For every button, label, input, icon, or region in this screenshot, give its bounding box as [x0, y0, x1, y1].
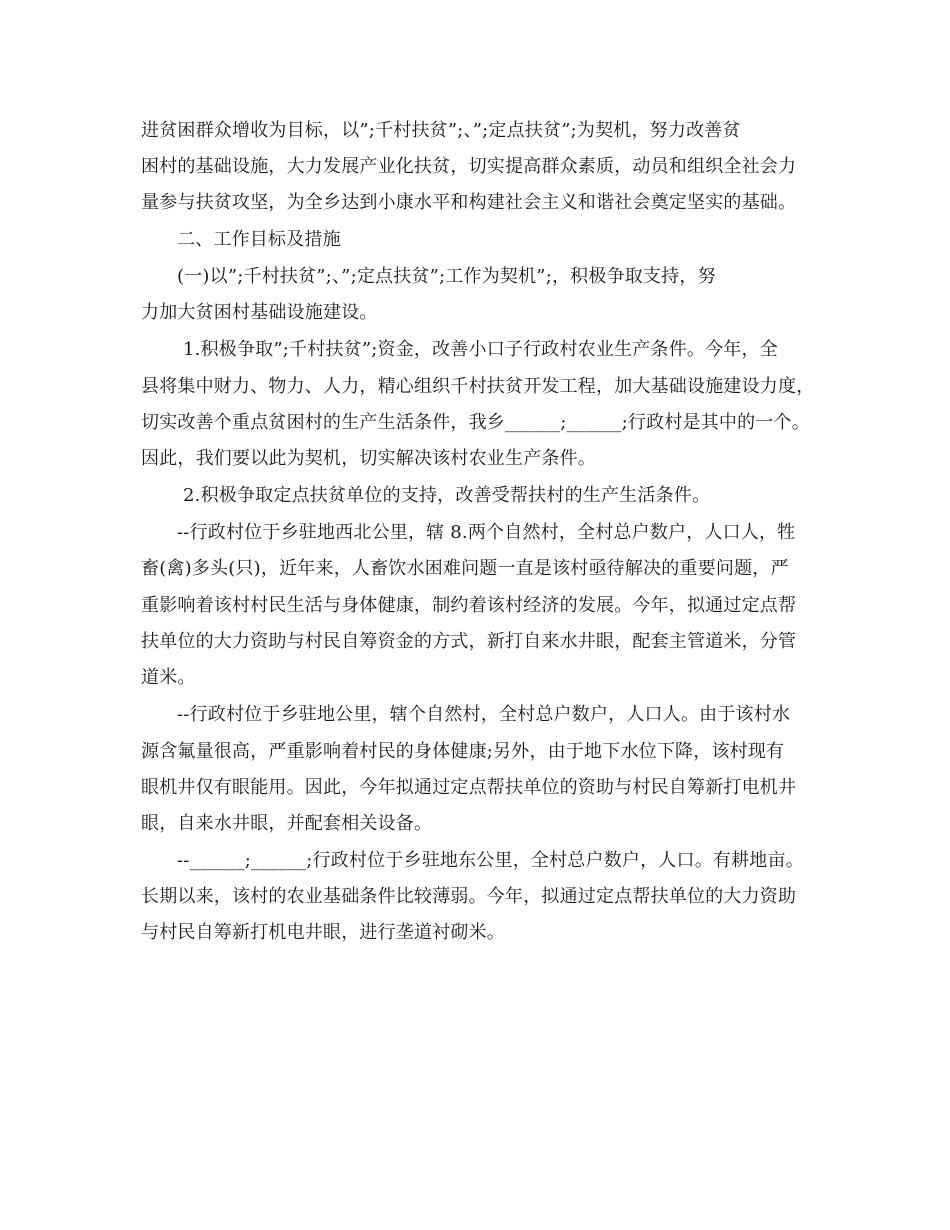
- text-line: --行政村位于乡驻地西北公里，辖 8.两个自然村，全村总户数户，人口人，牲: [177, 522, 796, 543]
- text-line: 县将集中财力、物力、人力，精心组织千村扶贫开发工程，加大基础设施建设力度，: [141, 376, 815, 397]
- text-line: 长期以来，该村的农业基础条件比较薄弱。今年，拟通过定点帮扶单位的大力资助: [141, 886, 797, 907]
- text-line: 重影响着该村村民生活与身体健康，制约着该村经济的发展。今年，拟通过定点帮: [141, 595, 797, 616]
- text-line: 因此，我们要以此为契机，切实解决该村农业生产条件。: [141, 448, 596, 469]
- text-line: --行政村位于乡驻地公里，辖个自然村，全村总户数户，人口人。由于该村水: [177, 704, 791, 725]
- text-line: 进贫困群众增收为目标，以”;千村扶贫”;、”;定点扶贫”;为契机，努力改善贫: [141, 120, 741, 141]
- text-line: 眼，自来水井眼，并配套相关设备。: [141, 813, 433, 834]
- text-line: 道米。: [141, 667, 196, 688]
- text-line: 量参与扶贫攻坚，为全乡达到小康水平和构建社会主义和谐社会奠定坚实的基础。: [141, 192, 797, 213]
- section-heading: 二、工作目标及措施: [177, 229, 341, 250]
- text-line: 切实改善个重点贫困村的生产生活条件，我乡______;______;行政村是其中的一个。: [141, 412, 810, 433]
- text-line: 畜(禽)多头(只)，近年来，人畜饮水困难问题一直是该村亟待解决的重要问题，严: [141, 558, 789, 579]
- text-line: 2.积极争取定点扶贫单位的支持，改善受帮扶村的生产生活条件。: [183, 485, 711, 506]
- text-line: 力加大贫困村基础设施建设。: [141, 302, 378, 323]
- text-line: 与村民自筹新打机电井眼，进行垄道衬砌米。: [141, 922, 505, 943]
- text-line: --______;______;行政村位于乡驻地东公里，全村总户数户，人口。有耕地亩。: [177, 850, 804, 871]
- text-line: (一)以”;千村扶贫”;、”;定点扶贫”;工作为契机”;，积极争取支持，努: [177, 266, 716, 287]
- text-line: 眼机井仅有眼能用。因此，今年拟通过定点帮扶单位的资助与村民自筹新打电机井: [141, 777, 797, 798]
- text-line: 源含氟量很高，严重影响着村民的身体健康;另外，由于地下水位下降，该村现有: [141, 741, 785, 762]
- text-line: 困村的基础设施，大力发展产业化扶贫，切实提高群众素质，动员和组织全社会力: [141, 156, 797, 177]
- text-line: 1.积极争取”;千村扶贫”;资金，改善小口子行政村农业生产条件。今年，全: [183, 339, 778, 360]
- text-line: 扶单位的大力资助与村民自筹资金的方式，新打自来水井眼，配套主管道米，分管: [141, 631, 797, 652]
